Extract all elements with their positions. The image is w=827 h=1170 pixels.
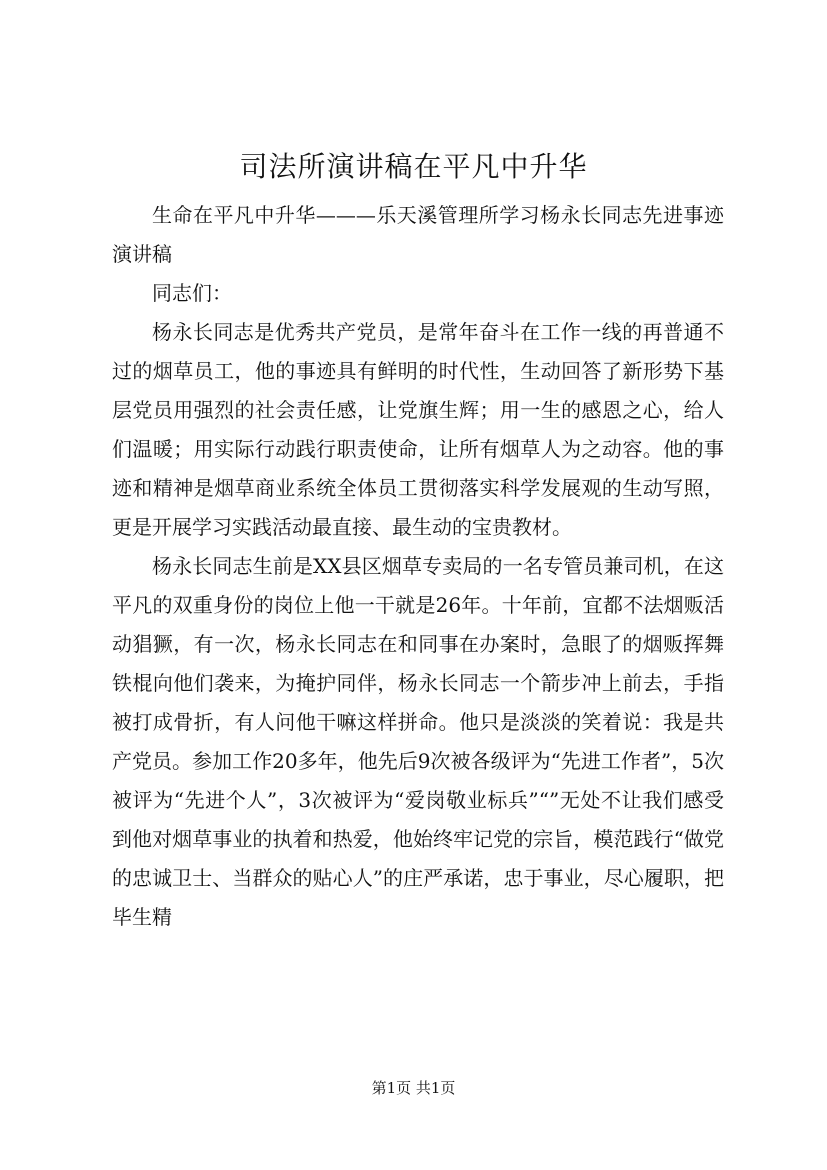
body-paragraph-1: 杨永长同志是优秀共产党员，是常年奋斗在工作一线的再普通不过的烟草员工，他的事迹具有鲜明的时代性，生动回答了新形势下基层党员用强烈的社会责任感，让党旗生辉；用一生的感恩之心，给人们温暖；用实际行动践行职责使命，让所有烟草人为之动容。他的事迹和精神是烟草商业系统全体员工贯彻落实科学发展观的生动写照，更是开展学习实践活动最直接、最生动的宝贵教材。 [112, 320, 724, 539]
document-title: 司法所演讲稿在平凡中升华 [239, 150, 588, 183]
page-footer: 第1页 共1页 [371, 1079, 456, 1097]
document-body [112, 196, 724, 937]
body-paragraph-2: 杨永长同志生前是XX县区烟草专卖局的一名专管员兼司机，在这平凡的双重身份的岗位上他一干就是26年。十年前，宜都不法烟贩活动猖獗，有一次，杨永长同志在和同事在办案时，急眼了的烟贩挥舞铁棍向他们袭来，为掩护同伴，杨永长同志一个箭步冲上前去，手指被打成骨折，有人问他干嘛这样拼命。他只是淡淡的笑着说：我是共产党员。参加工作20多年，他先后9次被各级评为“先进工作者”，5次被评为“先进个人”，3次被评为“爱岗敬业标兵”“”无处不让我们感受到他对烟草事业的执着和热爱，他始终牢记党的宗旨，模范践行“做党的忠诚卫士、当群众的贴心人”的庄严承诺，忠于事业，尽心履职，把毕生精 [112, 554, 724, 929]
subtitle-paragraph: 生命在平凡中升华———乐天溪管理所学习杨永长同志先进事迹演讲稿 [112, 203, 724, 266]
salutation-paragraph: 同志们： [152, 281, 232, 305]
